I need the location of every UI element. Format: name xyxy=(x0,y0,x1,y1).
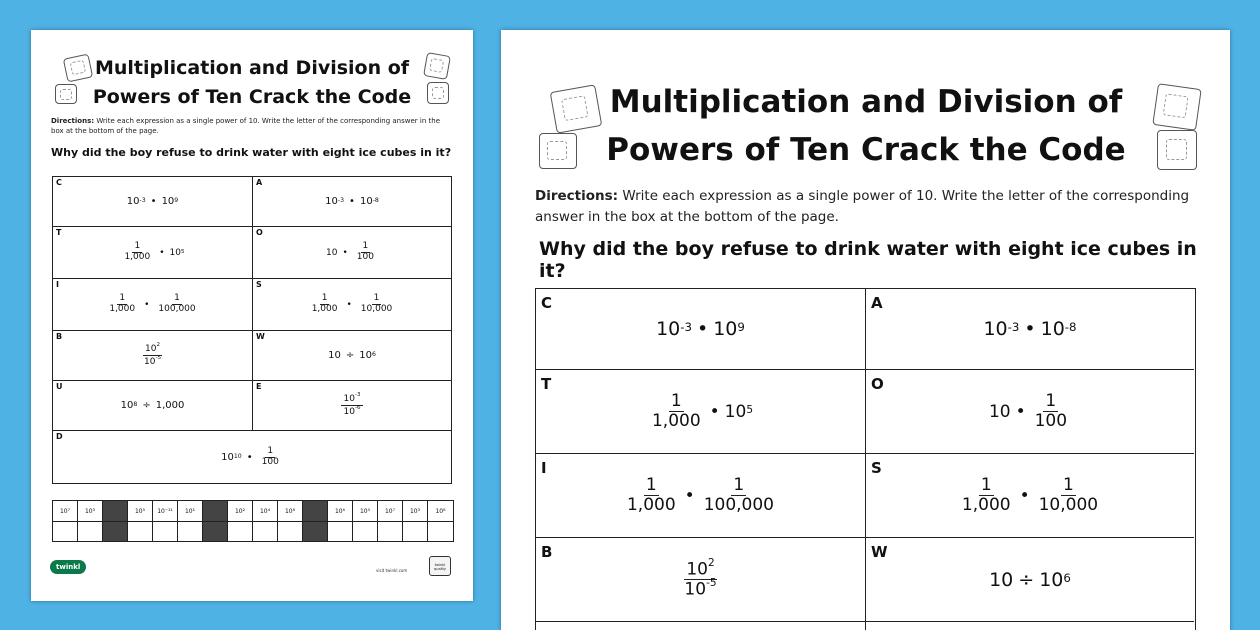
answer-box xyxy=(378,522,402,541)
answer-box xyxy=(228,522,252,541)
answer-space-block xyxy=(303,501,328,541)
worksheet-preview-large xyxy=(501,30,1230,630)
quality-badge: twinkl quality xyxy=(429,556,451,576)
worksheet-title: Multiplication and Division of Powers of Ten Crack the Code xyxy=(92,57,412,108)
worksheet-title: Multiplication and Division of Powers of Ten Crack the Code xyxy=(606,84,1126,168)
answer-column xyxy=(53,501,78,541)
answer-box xyxy=(53,522,77,541)
answer-header xyxy=(303,501,327,522)
answer-column xyxy=(278,501,303,541)
problem-grid xyxy=(52,176,452,484)
answer-header: 10⁵ xyxy=(128,501,152,522)
answer-box xyxy=(253,522,277,541)
answer-header: 10⁷ xyxy=(53,501,77,522)
problem-cell-i: I $\frac{1}{1,000}$ • $\frac{1}{100,000}$ xyxy=(536,454,866,538)
answer-space-block xyxy=(103,501,128,541)
answer-box xyxy=(78,522,102,541)
problem-cell-c: C 10 $^{-3}$ • 10 $^9$ xyxy=(536,289,866,370)
answer-box xyxy=(278,522,302,541)
problem-cell-o: O 10 • $\frac{1}{100}$ xyxy=(866,370,1194,454)
problem-cell-b: B $\frac{10^2}{10^{-5}}$ xyxy=(53,331,253,381)
worksheet-preview-small xyxy=(31,30,473,601)
problem-grid xyxy=(535,288,1196,630)
directions: Directions: Write each expression as a single power of 10. Write the letter of the corresponding answer in the box at the bottom of the page. xyxy=(51,117,440,135)
answer-column xyxy=(328,501,353,541)
answer-code-row xyxy=(52,500,454,542)
riddle-question: Why did the boy refuse to drink water with eight ice cubes in it? xyxy=(51,146,452,159)
problem-cell-u: U 10 $^8$ ÷ 1,000 xyxy=(53,381,253,431)
problem-cell-s: S $\frac{1}{1,000}$ • $\frac{1}{10,000}$ xyxy=(866,454,1194,538)
problem-cell-w: W 10 ÷ 10 $^6$ xyxy=(253,331,451,381)
ice-cube-icon xyxy=(1157,130,1197,170)
answer-header xyxy=(103,501,127,522)
problem-cell-a: A 10 $^{-3}$ • 10 $^{-8}$ xyxy=(866,289,1194,370)
answer-box xyxy=(178,522,202,541)
ice-cube-icon xyxy=(539,133,577,169)
answer-header: 10³ xyxy=(403,501,427,522)
riddle-question: Why did the boy refuse to drink water with eight ice cubes in it? xyxy=(539,238,1197,282)
answer-column xyxy=(253,501,278,541)
problem-cell-t: T $\frac{1}{1,000}$ • 10 $^5$ xyxy=(53,227,253,279)
footer-url: visit twinkl.com xyxy=(376,568,408,573)
problem-cell-e: E $\frac{10^{-3}}{10^{-6}}$ xyxy=(253,381,451,431)
problem-cell-w: W 10 ÷ 10 $^6$ xyxy=(866,538,1194,622)
problem-cell-a: A 10 $^{-3}$ • 10 $^{-8}$ xyxy=(253,177,451,227)
answer-column xyxy=(428,501,453,541)
problem-cell-t: T $\frac{1}{1,000}$ • 10 $^5$ xyxy=(536,370,866,454)
answer-header: 10⁷ xyxy=(378,501,402,522)
problem-cell-c: C 10 $^{-3}$ • 10 $^9$ xyxy=(53,177,253,227)
ice-cube-icon xyxy=(427,82,449,104)
directions: Directions: Write each expression as a single power of 10. Write the letter of the corresponding answer in the box at the bottom of the page. xyxy=(535,188,1190,225)
answer-box xyxy=(153,522,177,541)
answer-box xyxy=(303,522,327,541)
answer-column xyxy=(153,501,178,541)
answer-header xyxy=(203,501,227,522)
answer-header: 10³ xyxy=(78,501,102,522)
problem-cell-i: I $\frac{1}{1,000}$ • $\frac{1}{100,000}$ xyxy=(53,279,253,331)
answer-column xyxy=(378,501,403,541)
problem-cell-u xyxy=(536,622,866,630)
answer-column xyxy=(353,501,378,541)
problem-cell-e xyxy=(866,622,1194,630)
twinkl-logo: twinkl xyxy=(50,560,86,574)
answer-box xyxy=(328,522,352,541)
problem-cell-o: O 10 • $\frac{1}{100}$ xyxy=(253,227,451,279)
answer-header: 10⁻¹¹ xyxy=(153,501,177,522)
answer-column xyxy=(403,501,428,541)
answer-header: 10⁵ xyxy=(353,501,377,522)
answer-space-block xyxy=(203,501,228,541)
ice-cube-icon xyxy=(550,84,603,133)
answer-header: 10⁴ xyxy=(253,501,277,522)
answer-box xyxy=(103,522,127,541)
answer-header: 10² xyxy=(228,501,252,522)
answer-column xyxy=(178,501,203,541)
answer-column xyxy=(78,501,103,541)
ice-cube-icon xyxy=(423,52,451,80)
problem-cell-b: B $\frac{10^2}{10^{-5}}$ xyxy=(536,538,866,622)
answer-header: 10⁸ xyxy=(278,501,302,522)
answer-box xyxy=(428,522,453,541)
answer-header: 10⁶ xyxy=(328,501,352,522)
answer-box xyxy=(353,522,377,541)
answer-column xyxy=(128,501,153,541)
answer-box xyxy=(403,522,427,541)
ice-cube-icon xyxy=(55,84,77,104)
answer-box xyxy=(128,522,152,541)
answer-header: 10¹ xyxy=(178,501,202,522)
problem-cell-d: D 10 $^{10}$ • $\frac{1}{100}$ xyxy=(56,432,279,467)
answer-column xyxy=(228,501,253,541)
problem-cell-s: S $\frac{1}{1,000}$ • $\frac{1}{10,000}$ xyxy=(253,279,451,331)
answer-box xyxy=(203,522,227,541)
ice-cube-icon xyxy=(1152,83,1201,131)
answer-header: 10⁸ xyxy=(428,501,453,522)
